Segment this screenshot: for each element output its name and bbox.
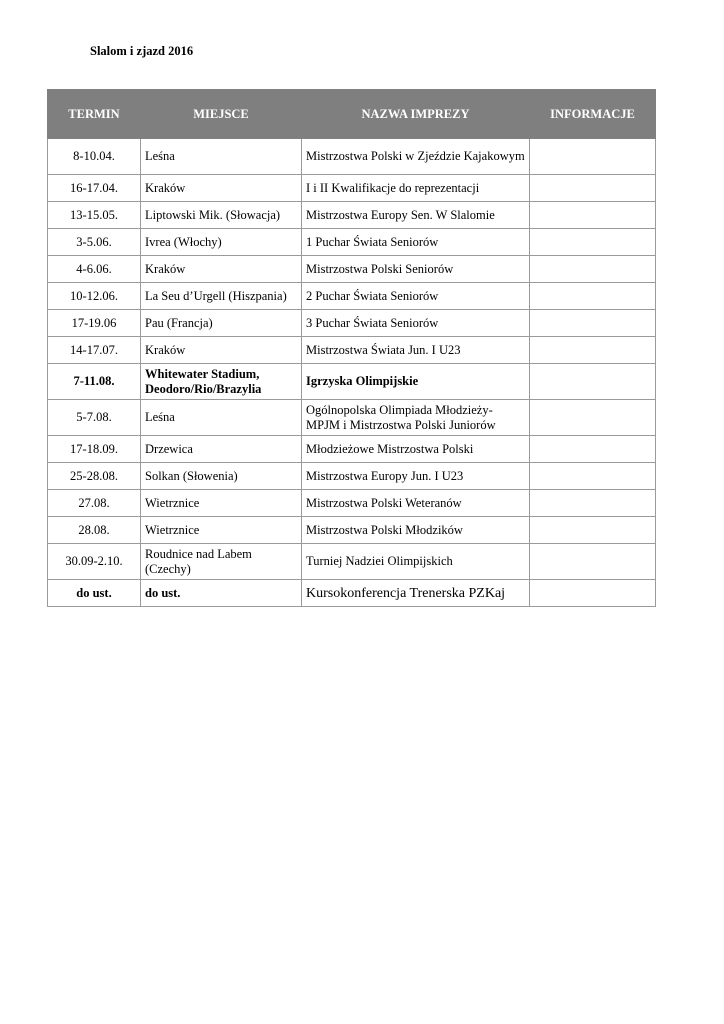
table-row bbox=[48, 283, 656, 310]
cell-place: Pau (Francja) bbox=[141, 310, 302, 337]
cell-event: Kursokonferencja Trenerska PZKaj bbox=[302, 580, 530, 607]
cell-date: do ust. bbox=[48, 580, 141, 607]
cell-date: 27.08. bbox=[48, 490, 141, 517]
cell-info bbox=[530, 283, 656, 310]
table-row bbox=[48, 310, 656, 337]
cell-event: Mistrzostwa Europy Sen. W Slalomie bbox=[302, 202, 530, 229]
table-row-last bbox=[48, 580, 656, 607]
cell-info bbox=[530, 337, 656, 364]
cell-date: 10-12.06. bbox=[48, 283, 141, 310]
cell-place: Ivrea (Włochy) bbox=[141, 229, 302, 256]
cell-place: do ust. bbox=[141, 580, 302, 607]
cell-place: Wietrznice bbox=[141, 490, 302, 517]
cell-info bbox=[530, 490, 656, 517]
cell-event: Turniej Nadziei Olimpijskich bbox=[302, 544, 530, 580]
cell-event: 3 Puchar Świata Seniorów bbox=[302, 310, 530, 337]
table-row bbox=[48, 517, 656, 544]
cell-date: 17-19.06 bbox=[48, 310, 141, 337]
cell-place: Whitewater Stadium, Deodoro/Rio/Brazylia bbox=[141, 364, 302, 400]
cell-info bbox=[530, 463, 656, 490]
cell-date: 16-17.04. bbox=[48, 175, 141, 202]
cell-place: Kraków bbox=[141, 337, 302, 364]
cell-event: 2 Puchar Świata Seniorów bbox=[302, 283, 530, 310]
cell-info bbox=[530, 139, 656, 175]
document-title: Slalom i zjazd 2016 bbox=[90, 44, 194, 58]
table-row bbox=[48, 256, 656, 283]
cell-event: Mistrzostwa Polski Weteranów bbox=[302, 490, 530, 517]
cell-event: Ogólnopolska Olimpiada Młodzieży- MPJM i Mistrzostwa Polski Juniorów bbox=[302, 400, 530, 436]
table-row-highlighted bbox=[48, 364, 656, 400]
cell-date: 28.08. bbox=[48, 517, 141, 544]
cell-info bbox=[530, 400, 656, 436]
cell-date: 8-10.04. bbox=[48, 139, 141, 175]
cell-place: Drzewica bbox=[141, 436, 302, 463]
cell-place: Roudnice nad Labem (Czechy) bbox=[141, 544, 302, 580]
cell-place: Wietrznice bbox=[141, 517, 302, 544]
cell-place: Solkan (Słowenia) bbox=[141, 463, 302, 490]
cell-event: 1 Puchar Świata Seniorów bbox=[302, 229, 530, 256]
cell-info bbox=[530, 544, 656, 580]
header-nazwa-imprezy: NAZWA IMPREZY bbox=[302, 90, 530, 139]
cell-place: Kraków bbox=[141, 256, 302, 283]
table-row bbox=[48, 202, 656, 229]
header-miejsce: MIEJSCE bbox=[141, 90, 302, 139]
cell-date: 3-5.06. bbox=[48, 229, 141, 256]
table-row bbox=[48, 400, 656, 436]
cell-place: Kraków bbox=[141, 175, 302, 202]
table-row bbox=[48, 139, 656, 175]
cell-event: Mistrzostwa Polski Młodzików bbox=[302, 517, 530, 544]
cell-info bbox=[530, 229, 656, 256]
header-termin: TERMIN bbox=[48, 90, 141, 139]
cell-date: 14-17.07. bbox=[48, 337, 141, 364]
table-row bbox=[48, 463, 656, 490]
table-row bbox=[48, 544, 656, 580]
cell-date: 13-15.05. bbox=[48, 202, 141, 229]
cell-event: Mistrzostwa Polski Seniorów bbox=[302, 256, 530, 283]
cell-date: 7-11.08. bbox=[48, 364, 141, 400]
cell-date: 5-7.08. bbox=[48, 400, 141, 436]
schedule-table bbox=[47, 89, 656, 607]
header-informacje: INFORMACJE bbox=[530, 90, 656, 139]
cell-event: Mistrzostwa Europy Jun. I U23 bbox=[302, 463, 530, 490]
cell-event: I i II Kwalifikacje do reprezentacji bbox=[302, 175, 530, 202]
cell-info bbox=[530, 175, 656, 202]
cell-info bbox=[530, 436, 656, 463]
cell-date: 25-28.08. bbox=[48, 463, 141, 490]
table-row bbox=[48, 490, 656, 517]
cell-event: Mistrzostwa Polski w Zjeździe Kajakowym bbox=[302, 139, 530, 175]
cell-place: Leśna bbox=[141, 400, 302, 436]
table-row bbox=[48, 229, 656, 256]
cell-info bbox=[530, 364, 656, 400]
cell-info bbox=[530, 256, 656, 283]
table-row bbox=[48, 175, 656, 202]
cell-date: 4-6.06. bbox=[48, 256, 141, 283]
cell-place: La Seu d’Urgell (Hiszpania) bbox=[141, 283, 302, 310]
table-header-row bbox=[48, 90, 656, 139]
cell-date: 17-18.09. bbox=[48, 436, 141, 463]
cell-place: Leśna bbox=[141, 139, 302, 175]
cell-event: Młodzieżowe Mistrzostwa Polski bbox=[302, 436, 530, 463]
cell-info bbox=[530, 202, 656, 229]
cell-info bbox=[530, 517, 656, 544]
table-row bbox=[48, 436, 656, 463]
cell-info bbox=[530, 580, 656, 607]
cell-date: 30.09-2.10. bbox=[48, 544, 141, 580]
cell-place: Liptowski Mik. (Słowacja) bbox=[141, 202, 302, 229]
cell-info bbox=[530, 310, 656, 337]
cell-event: Igrzyska Olimpijskie bbox=[302, 364, 530, 400]
cell-event: Mistrzostwa Świata Jun. I U23 bbox=[302, 337, 530, 364]
table-row bbox=[48, 337, 656, 364]
